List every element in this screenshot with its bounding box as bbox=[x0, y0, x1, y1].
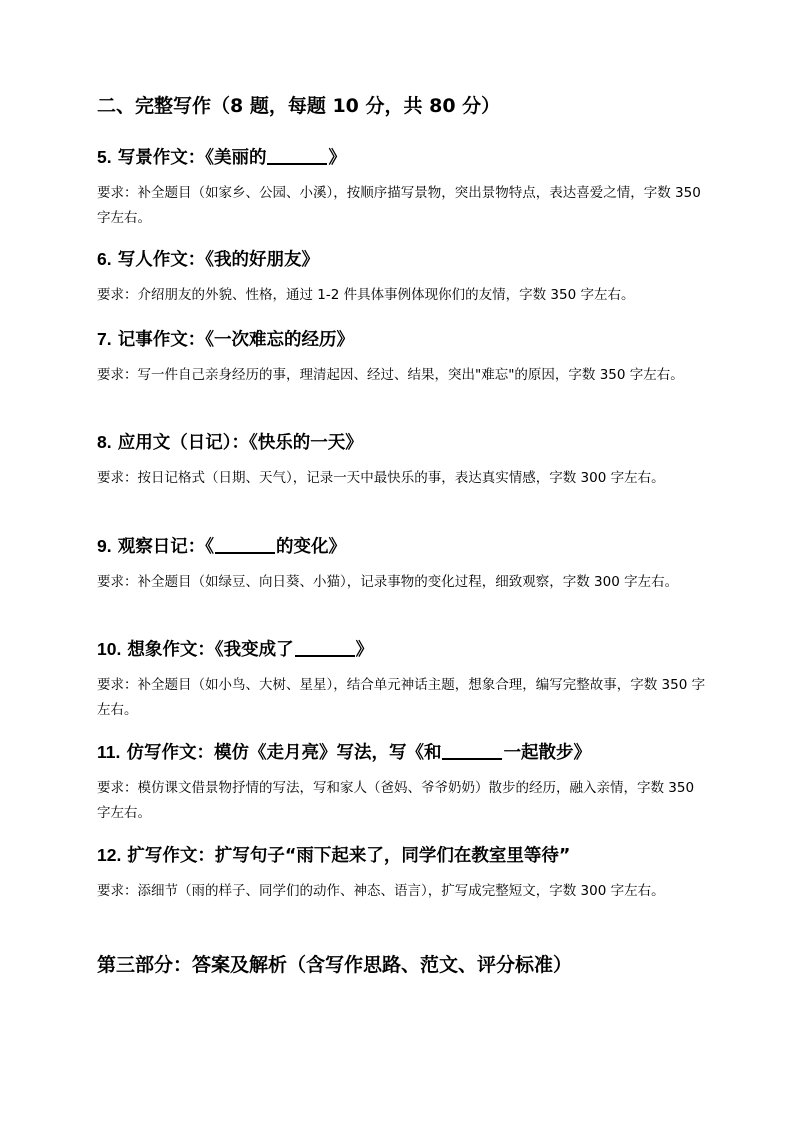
requirement-text: 要求：补全题目（如小鸟、大树、星星），结合单元神话主题，想象合理，编写完整故事，字数 350 字左右。 bbox=[97, 677, 706, 718]
item-number: 12. bbox=[97, 845, 122, 865]
essay-title bbox=[97, 740, 707, 765]
title-text-end: 的变化》 bbox=[275, 537, 346, 557]
fill-blank bbox=[295, 637, 355, 657]
requirement-text: 要求：介绍朋友的外貌、性格，通过 1-2 件具体事例体现你们的友情，字数 350 字左右。 bbox=[97, 287, 635, 303]
title-text-end: 》 bbox=[328, 148, 346, 168]
title-text: 观察日记：《 bbox=[117, 537, 214, 557]
requirement-text: 要求：模仿课文借景物抒情的写法，写和家人（爸妈、爷爷奶奶）散步的经历，融入亲情，字数 350 字左右。 bbox=[97, 780, 695, 821]
requirement-text: 要求：写一件自己亲身经历的事，理清起因、经过、结果，突出"难忘"的原因，字数 350 字左右。 bbox=[97, 367, 684, 383]
item-number: 5. bbox=[97, 147, 112, 167]
essay-title bbox=[97, 327, 707, 352]
title-text: 记事作文：《一次难忘的经历》 bbox=[117, 330, 354, 350]
essay-title bbox=[97, 430, 707, 455]
title-text: 仿写作文：模仿《走月亮》写法，写《和 bbox=[126, 743, 442, 763]
fill-blank bbox=[442, 740, 502, 760]
essay-title bbox=[97, 843, 707, 868]
essay-title bbox=[97, 247, 707, 272]
item-number: 10. bbox=[97, 639, 122, 659]
essay-title bbox=[97, 534, 707, 559]
item-number: 7. bbox=[97, 329, 112, 349]
title-text: 扩写作文：扩写句子“雨下起来了，同学们在教室里等待” bbox=[127, 846, 571, 866]
item-number: 11. bbox=[97, 742, 121, 762]
item-number: 6. bbox=[97, 249, 112, 269]
requirement-text: 要求：补全题目（如家乡、公园、小溪），按顺序描写景物，突出景物特点，表达喜爱之情，字数 350 字左右。 bbox=[97, 185, 701, 226]
essay-item-5 bbox=[97, 145, 707, 231]
title-text-end: 》 bbox=[355, 640, 374, 660]
essay-item-10 bbox=[97, 637, 707, 723]
title-text: 写景作文：《美丽的 bbox=[117, 148, 267, 168]
essay-item-11 bbox=[97, 740, 707, 826]
title-text: 想象作文：《我变成了 bbox=[127, 640, 294, 660]
item-number: 9. bbox=[97, 536, 112, 556]
section-3-title: 第三部分：答案及解析（含写作思路、范文、评分标准） bbox=[97, 954, 573, 976]
fill-blank bbox=[215, 534, 275, 554]
title-text-end: 一起散步》 bbox=[503, 743, 591, 763]
requirement-text: 要求：添细节（雨的样子、同学们的动作、神态、语言），扩写成完整短文，字数 300 字左右。 bbox=[97, 883, 665, 899]
requirement-text: 要求：按日记格式（日期、天气），记录一天中最快乐的事，表达真实情感，字数 300 字左右。 bbox=[97, 470, 665, 486]
essay-title bbox=[97, 637, 707, 662]
essay-item-12 bbox=[97, 843, 707, 904]
item-number: 8. bbox=[97, 432, 112, 452]
essay-item-7 bbox=[97, 327, 707, 388]
essay-title bbox=[97, 145, 707, 170]
section-2-title: 二、完整写作（8 题，每题 10 分，共 80 分） bbox=[97, 95, 501, 117]
essay-item-8 bbox=[97, 430, 707, 491]
title-text: 应用文（日记）：《快乐的一天》 bbox=[117, 433, 363, 453]
essay-item-9 bbox=[97, 534, 707, 595]
requirement-text: 要求：补全题目（如绿豆、向日葵、小猫），记录事物的变化过程，细致观察，字数 300 字左右。 bbox=[97, 574, 679, 590]
fill-blank bbox=[267, 145, 327, 165]
essay-item-6 bbox=[97, 247, 707, 308]
title-text: 写人作文：《我的好朋友》 bbox=[117, 250, 319, 270]
